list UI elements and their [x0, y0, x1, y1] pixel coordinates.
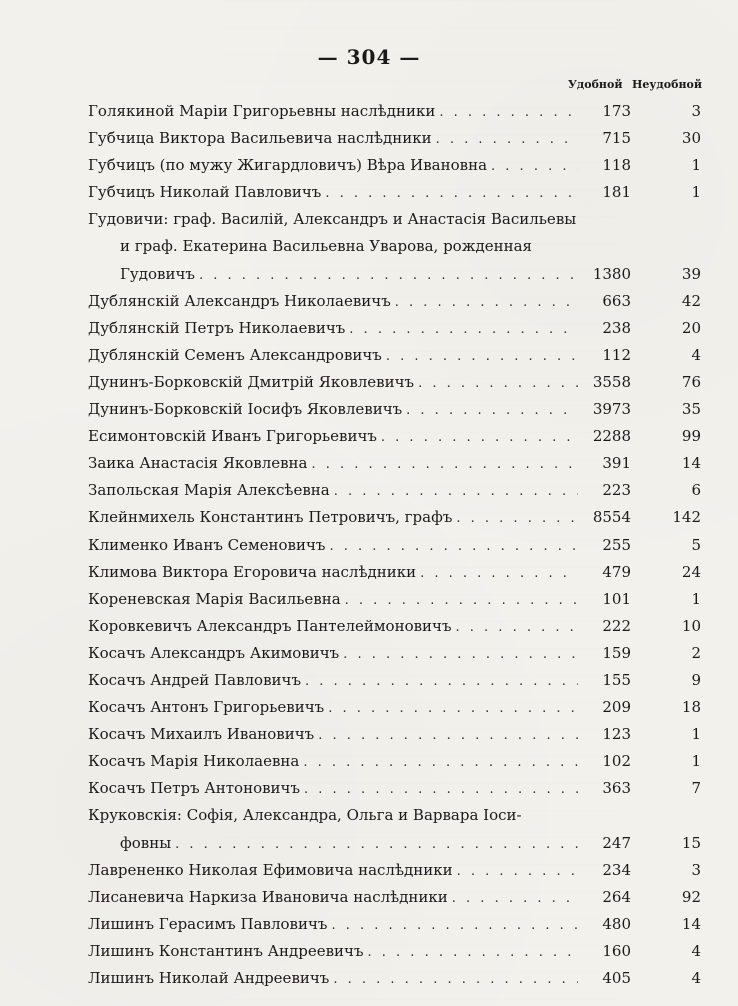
- entry-name-block: [88, 884, 578, 911]
- entry-col1-value: 2288: [592, 427, 631, 446]
- entry-col1-value: 363: [602, 779, 631, 798]
- entry-col2-value: 9: [691, 670, 701, 689]
- entry-col2-value: 4: [691, 345, 701, 364]
- entry-col2-value: 7: [691, 779, 701, 798]
- entry-name: Косачъ Михаилъ Ивановичъ: [88, 725, 315, 744]
- entry-col1-value: 255: [602, 535, 631, 554]
- dot-leaders: [452, 885, 578, 911]
- entry-col2-value: 2: [691, 643, 701, 662]
- table-row: [88, 206, 710, 287]
- entry-name: Клейнмихель Константинъ Петровичъ, графъ: [88, 508, 453, 527]
- column-header: [568, 78, 706, 94]
- entry-col1-value: 209: [602, 698, 631, 717]
- entry-col2-value: 1: [691, 725, 701, 744]
- dot-leaders: [418, 370, 578, 396]
- table-row: [88, 125, 710, 152]
- entry-name: Кореневская Марія Васильевна: [88, 589, 341, 608]
- entry-name-block: [88, 667, 578, 694]
- entry-col2-value: 14: [681, 914, 701, 933]
- entry-col1-value: 123: [602, 725, 631, 744]
- dot-leaders: [305, 668, 578, 694]
- dot-leaders: [395, 289, 578, 315]
- table-row: [88, 802, 710, 856]
- entry-name: Дублянскій Петръ Николаевичъ: [88, 318, 346, 337]
- dot-leaders: [436, 126, 578, 152]
- entry-name: Дублянскій Семенъ Александровичъ: [88, 345, 382, 364]
- entries-list: [88, 98, 710, 992]
- table-row: [88, 98, 710, 125]
- table-row: [88, 938, 710, 965]
- entry-col2-value: 1: [691, 589, 701, 608]
- page-number: — 304 —: [317, 45, 421, 69]
- entry-name-block: [88, 179, 578, 206]
- table-row: [88, 613, 710, 640]
- entry-col2-value: 20: [681, 318, 701, 337]
- entry-col1-value: 663: [602, 291, 631, 310]
- dot-leaders: [304, 776, 578, 802]
- table-row: [88, 667, 710, 694]
- entry-name-block: [88, 586, 578, 613]
- entry-name-block: [88, 504, 578, 531]
- dot-leaders: [345, 587, 578, 613]
- dot-leaders: [328, 695, 578, 721]
- entry-name: Дунинъ-Борковскій Дмитрій Яковлевичъ: [88, 372, 415, 391]
- dot-leaders: [406, 397, 578, 423]
- table-row: [88, 911, 710, 938]
- table-row: [88, 450, 710, 477]
- table-row: [88, 179, 710, 206]
- entry-name: Косачъ Марія Николаевна: [88, 752, 300, 771]
- dot-leaders: [343, 641, 578, 667]
- entry-name-block: [88, 938, 578, 965]
- dot-leaders: [439, 99, 578, 125]
- entry-name: Косачъ Петръ Антоновичъ: [88, 779, 300, 798]
- entry-col1-value: 3973: [592, 400, 631, 419]
- dot-leaders: [386, 343, 578, 369]
- entry-name-block: [88, 98, 578, 125]
- entry-name: Голякиной Маріи Григорьевны наслѣдники: [88, 102, 436, 120]
- dot-leaders: [333, 966, 578, 992]
- dot-leaders: [318, 722, 578, 748]
- entry-name-block: [88, 911, 578, 938]
- entry-col2-value: 1: [691, 156, 701, 175]
- table-row: [88, 965, 710, 992]
- entry-col1-value: 181: [602, 183, 631, 202]
- entry-name: Губчица Виктора Васильевича наслѣдники: [88, 129, 432, 148]
- entry-name: Лаврененко Николая Ефимовича наслѣдники: [88, 860, 453, 879]
- table-row: [88, 315, 710, 342]
- entry-col2-value: 35: [681, 400, 701, 419]
- dot-leaders: [420, 560, 578, 586]
- dot-leaders: [381, 424, 578, 450]
- entry-name-block: [88, 396, 578, 423]
- entry-col2-value: 1: [691, 183, 701, 202]
- entry-col1-value: 160: [602, 941, 631, 960]
- entry-col2-value: 18: [681, 698, 701, 717]
- entry-name-block: [88, 206, 578, 287]
- entry-col2-value: 1: [691, 752, 701, 771]
- entry-name-block: [88, 965, 578, 992]
- dot-leaders: [349, 316, 578, 342]
- entry-name: Лишинъ Герасимъ Павловичъ: [88, 914, 328, 933]
- entry-col2-value: 15: [681, 833, 701, 852]
- entry-name: Косачъ Андрей Павловичъ: [88, 670, 301, 689]
- entry-col2-value: 99: [681, 427, 701, 446]
- entry-col1-value: 247: [602, 833, 631, 852]
- dot-leaders: [368, 939, 578, 965]
- entry-name-block: [88, 423, 578, 450]
- entry-col2-value: 24: [681, 562, 701, 581]
- entry-col1-value: 159: [602, 643, 631, 662]
- dot-leaders: [175, 831, 578, 857]
- entry-col2-value: 3: [691, 860, 701, 879]
- entry-name-block: [88, 125, 578, 152]
- entry-col2-value: 39: [681, 264, 701, 283]
- entry-col1-value: 715: [602, 129, 631, 148]
- entry-col1-value: 234: [602, 860, 631, 879]
- dot-leaders: [199, 262, 578, 288]
- entry-col1-value: 479: [602, 562, 631, 581]
- entry-col1-value: 102: [602, 752, 631, 771]
- entry-name-block: [88, 748, 578, 775]
- entry-name: Губчицъ Николай Павловичъ: [88, 183, 322, 202]
- dot-leaders: [334, 478, 578, 504]
- table-row: [88, 857, 710, 884]
- entry-col1-value: 223: [602, 481, 631, 500]
- table-row: [88, 504, 710, 531]
- entry-col1-value: 264: [602, 887, 631, 906]
- entry-col1-value: 405: [602, 969, 631, 988]
- entry-name-line-1: Круковскія: Софія, Александра, Ольга и Варвара Іоси-: [88, 806, 522, 825]
- table-row: [88, 423, 710, 450]
- entry-col2-value: 4: [691, 941, 701, 960]
- entry-name-line-2: фовны: [120, 833, 172, 852]
- entry-name: Лишинъ Николай Андреевичъ: [88, 969, 330, 988]
- dot-leaders: [331, 912, 578, 938]
- entry-col1-value: 155: [602, 670, 631, 689]
- dot-leaders: [325, 180, 578, 206]
- entry-name: Климова Виктора Егоровича наслѣдники: [88, 562, 417, 581]
- entry-name: Лисаневича Наркиза Ивановича наслѣдники: [88, 887, 448, 906]
- entry-name-block: [88, 694, 578, 721]
- table-row: [88, 288, 710, 315]
- entry-col2-value: 142: [672, 508, 701, 527]
- entry-col2-value: 5: [691, 535, 701, 554]
- entry-name-line-2: и граф. Екатерина Васильевна Уварова, рожденная: [120, 237, 533, 256]
- table-row: [88, 640, 710, 667]
- dot-leaders: [457, 858, 578, 884]
- entry-name-block: [88, 721, 578, 748]
- entry-col1-value: 3558: [592, 372, 631, 391]
- table-row: [88, 369, 710, 396]
- entry-col1-value: 480: [602, 914, 631, 933]
- dot-leaders: [303, 749, 578, 775]
- column-header-col1: Удобной: [568, 78, 623, 91]
- entry-name: Клименко Иванъ Семеновичъ: [88, 535, 326, 554]
- entry-name-block: [88, 640, 578, 667]
- entry-col1-value: 8554: [592, 508, 631, 527]
- entry-name: Коровкевичъ Александръ Пантелеймоновичъ: [88, 616, 452, 635]
- entry-col2-value: 14: [681, 454, 701, 473]
- entry-name-line-3: Гудовичъ: [120, 264, 195, 283]
- dot-leaders: [456, 614, 578, 640]
- entry-col1-value: 173: [602, 102, 631, 120]
- entry-col2-value: 10: [681, 616, 701, 635]
- table-row: [88, 559, 710, 586]
- entry-name-block: [88, 532, 578, 559]
- table-row: [88, 748, 710, 775]
- entry-name-block: [88, 450, 578, 477]
- entry-col2-value: 92: [681, 887, 701, 906]
- entry-col1-value: 391: [602, 454, 631, 473]
- entry-name-block: [88, 369, 578, 396]
- entry-name-block: [88, 613, 578, 640]
- entry-name-block: [88, 477, 578, 504]
- entry-col1-value: 1380: [592, 264, 631, 283]
- entry-name-block: [88, 559, 578, 586]
- entry-name: Заика Анастасія Яковлевна: [88, 454, 308, 473]
- table-row: [88, 775, 710, 802]
- table-row: [88, 396, 710, 423]
- entry-name-block: [88, 152, 578, 179]
- entry-name: Губчицъ (по мужу Жигардловичъ) Вѣра Ивановна: [88, 156, 488, 175]
- entry-name: Дунинъ-Борковскій Іосифъ Яковлевичъ: [88, 400, 403, 419]
- entry-name-block: [88, 342, 578, 369]
- entry-name-block: [88, 802, 578, 856]
- entry-name: Есимонтовскій Иванъ Григорьевичъ: [88, 427, 377, 446]
- entry-name-block: [88, 857, 578, 884]
- dot-leaders: [329, 533, 578, 559]
- table-row: [88, 586, 710, 613]
- entry-col2-value: 30: [681, 129, 701, 148]
- table-row: [88, 532, 710, 559]
- entry-name: Запольская Марія Алексѣевна: [88, 481, 330, 500]
- dot-leaders: [491, 153, 578, 179]
- entry-col1-value: 112: [602, 345, 631, 364]
- entry-name-block: [88, 288, 578, 315]
- entry-col1-value: 222: [602, 616, 631, 635]
- table-row: [88, 721, 710, 748]
- dot-leaders: [456, 505, 578, 531]
- column-header-col2: Неудобной: [632, 78, 702, 91]
- entry-col1-value: 238: [602, 318, 631, 337]
- dot-leaders: [312, 451, 579, 477]
- entry-name: Дублянскій Александръ Николаевичъ: [88, 291, 391, 310]
- entry-name: Косачъ Антонъ Григорьевичъ: [88, 698, 325, 717]
- entry-name-block: [88, 315, 578, 342]
- table-row: [88, 152, 710, 179]
- table-row: [88, 342, 710, 369]
- entry-name: Косачъ Александръ Акимовичъ: [88, 643, 340, 662]
- entry-col1-value: 101: [602, 589, 631, 608]
- table-row: [88, 884, 710, 911]
- entry-col2-value: 6: [691, 481, 701, 500]
- entry-col1-value: 118: [602, 156, 631, 175]
- entry-name-line-1: Гудовичи: граф. Василій, Александръ и Анастасія Васильевы: [88, 210, 577, 229]
- entry-name: Лишинъ Константинъ Андреевичъ: [88, 941, 364, 960]
- table-row: [88, 477, 710, 504]
- entry-col2-value: 3: [691, 102, 701, 120]
- entry-col2-value: 42: [681, 291, 701, 310]
- entry-name-block: [88, 775, 578, 802]
- entry-col2-value: 76: [681, 372, 701, 391]
- entry-col2-value: 4: [691, 969, 701, 988]
- table-row: [88, 694, 710, 721]
